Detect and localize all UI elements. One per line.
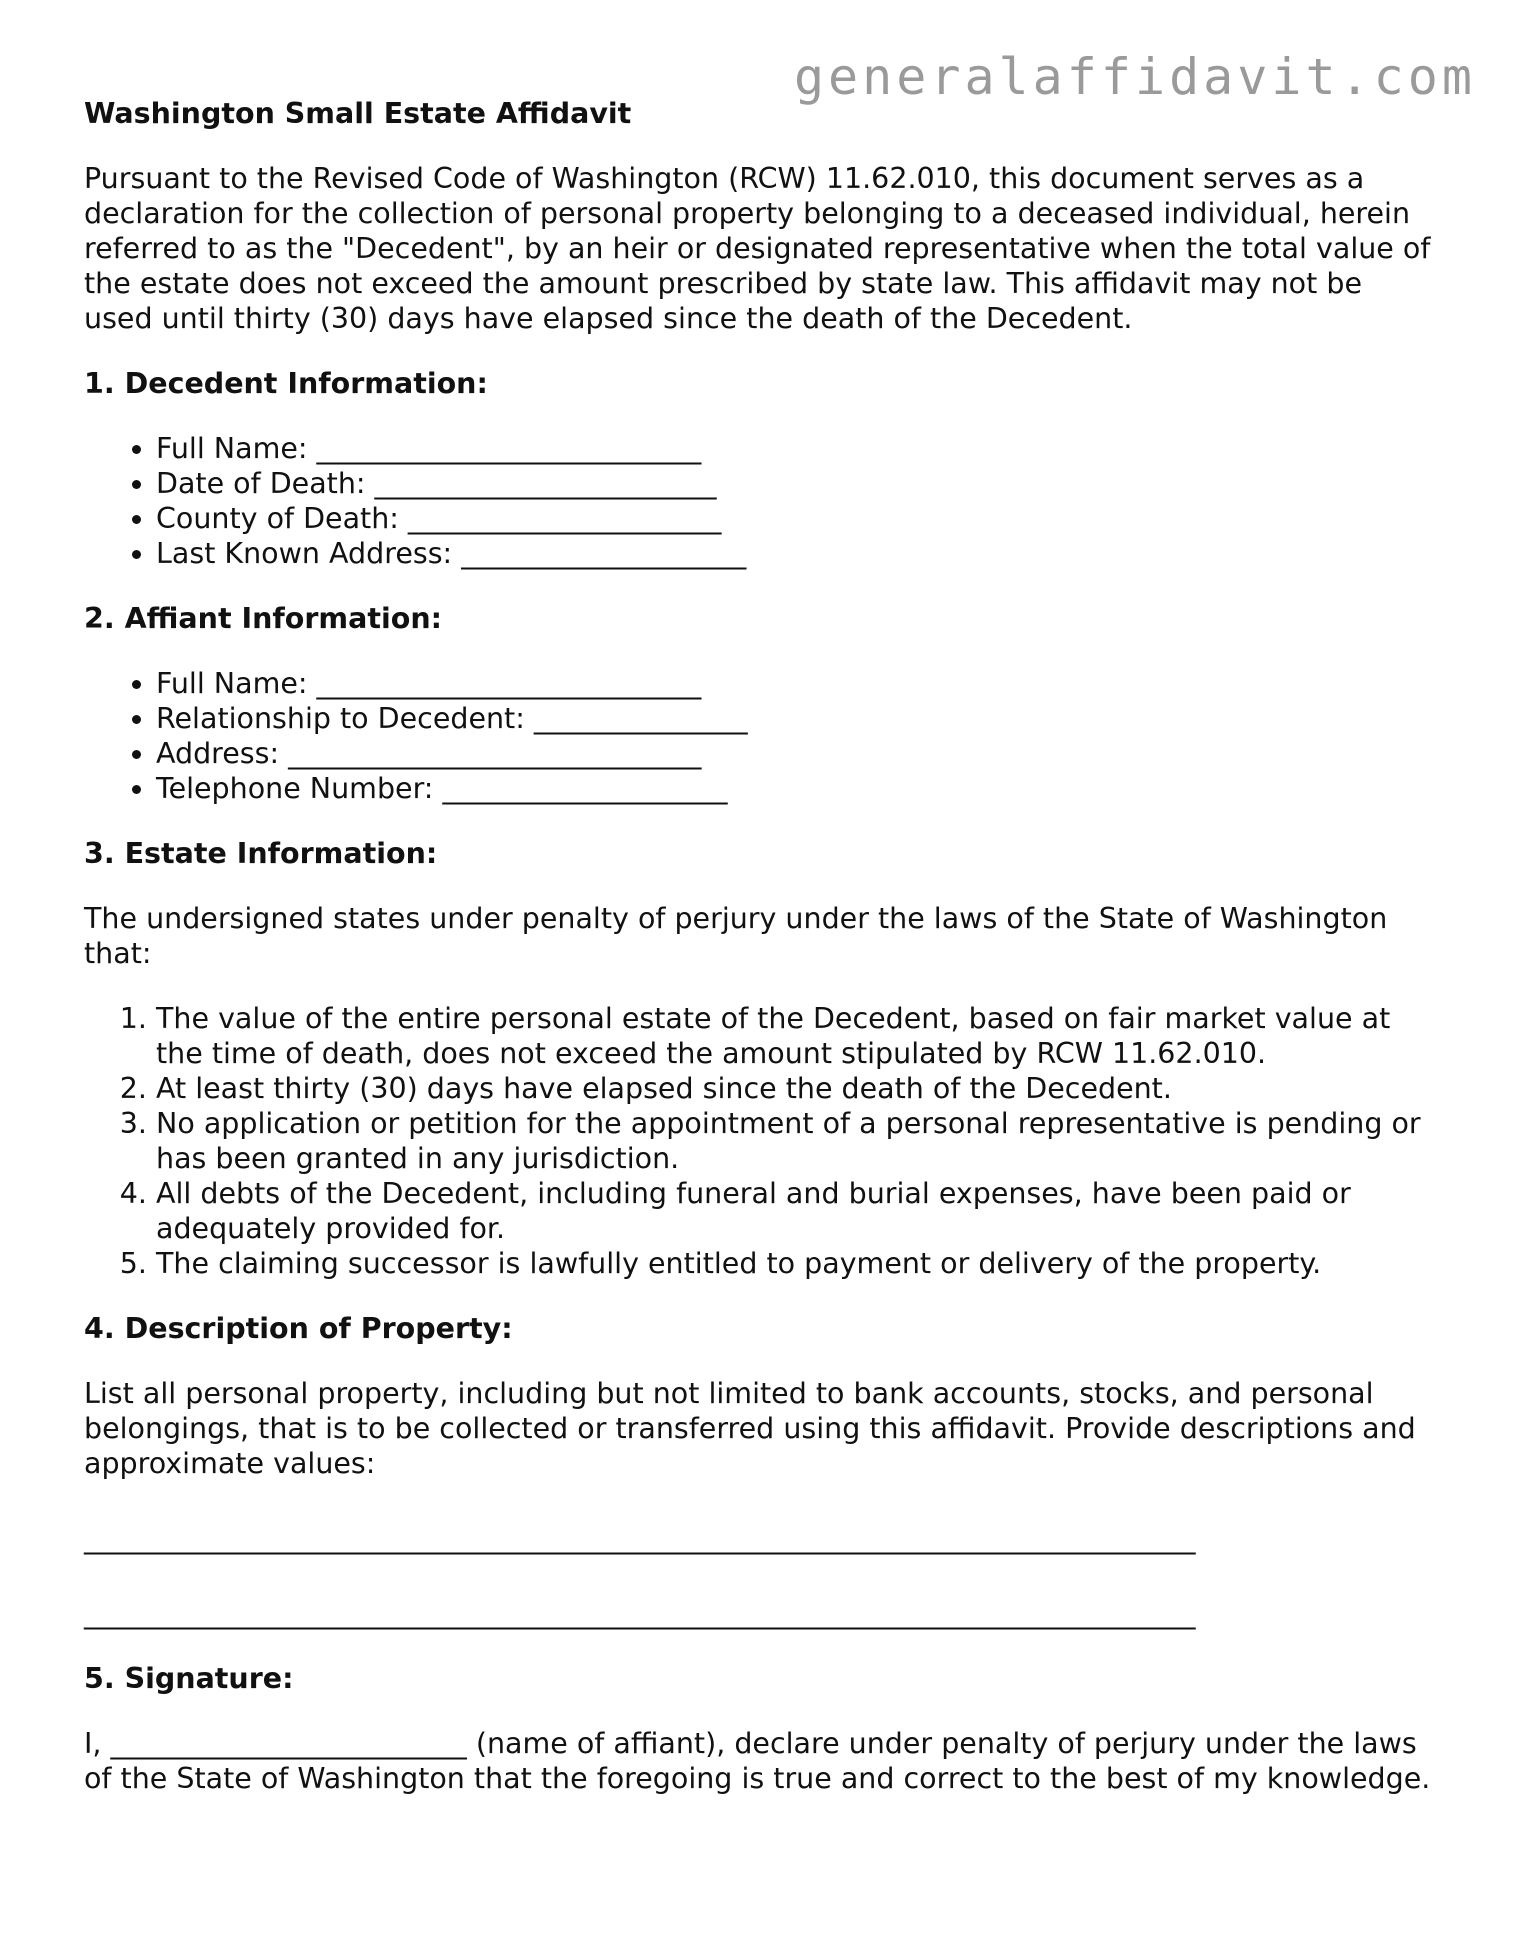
decedent-full-name: • Full Name: ___________________________: [156, 431, 1434, 466]
estate-intro: The undersigned states under penalty of perjury under the laws of the State of Washington that:: [84, 902, 1388, 970]
estate-statement: 4. All debts of the Decedent, including funeral and burial expenses, have been paid or adequately provided for.: [156, 1176, 1434, 1246]
document-page: [84, 96, 1434, 1796]
affiant-address: • Address: _____________________________: [156, 736, 1434, 771]
section5-heading: 5. Signature:: [84, 1662, 294, 1695]
signature-declaration: I, _________________________ (name of affiant), declare under penalty of perjury under the laws of the State of Washington that the foregoing is true and correct to the best of my knowledge.: [84, 1727, 1431, 1795]
estate-statements-list: [84, 1001, 1434, 1281]
document-title: Washington Small Estate Affidavit: [84, 97, 632, 130]
watermark: generalaffidavit.com: [793, 48, 1476, 106]
estate-statement: 5. The claiming successor is lawfully entitled to payment or delivery of the property.: [156, 1246, 1434, 1281]
property-intro: List all personal property, including but not limited to bank accounts, stocks, and personal belongings, that is to be collected or transferred using this affidavit. Provide descriptions and approximate values:: [84, 1377, 1416, 1480]
property-blank-line: ______________________________________________________________________________: [84, 1522, 1196, 1555]
affiant-full-name: • Full Name: ___________________________: [156, 666, 1434, 701]
decedent-county-of-death: • County of Death: ______________________: [156, 501, 1434, 536]
decedent-date-of-death: • Date of Death: ________________________: [156, 466, 1434, 501]
estate-statement: 1. The value of the entire personal estate of the Decedent, based on fair market value at the time of death, does not exceed the amount stipulated by RCW 11.62.010.: [156, 1001, 1434, 1071]
decedent-last-address: • Last Known Address: ____________________: [156, 536, 1434, 571]
affiant-telephone: • Telephone Number: ____________________: [156, 771, 1434, 806]
section3-heading: 3. Estate Information:: [84, 837, 438, 870]
estate-statement: 2. At least thirty (30) days have elapsed since the death of the Decedent.: [156, 1071, 1434, 1106]
affiant-relationship: • Relationship to Decedent: _______________: [156, 701, 1434, 736]
property-blank-line: ______________________________________________________________________________: [84, 1597, 1196, 1630]
section4-heading: 4. Description of Property:: [84, 1312, 513, 1345]
affiant-info-list: [84, 666, 1434, 806]
intro-paragraph: Pursuant to the Revised Code of Washington (RCW) 11.62.010, this document serves as a declaration for the collection of personal property belonging to a deceased individual, herein referred to as the "Decedent", by an heir or designated representative when the total value of the estate does not exceed the amount prescribed by state law. This affidavit may not be used until thirty (30) days have elapsed since the death of the Decedent.: [84, 162, 1431, 335]
decedent-info-list: [84, 431, 1434, 571]
estate-statement: 3. No application or petition for the appointment of a personal representative is pending or has been granted in any jurisdiction.: [156, 1106, 1434, 1176]
section2-heading: 2. Affiant Information:: [84, 602, 443, 635]
section1-heading: 1. Decedent Information:: [84, 367, 488, 400]
